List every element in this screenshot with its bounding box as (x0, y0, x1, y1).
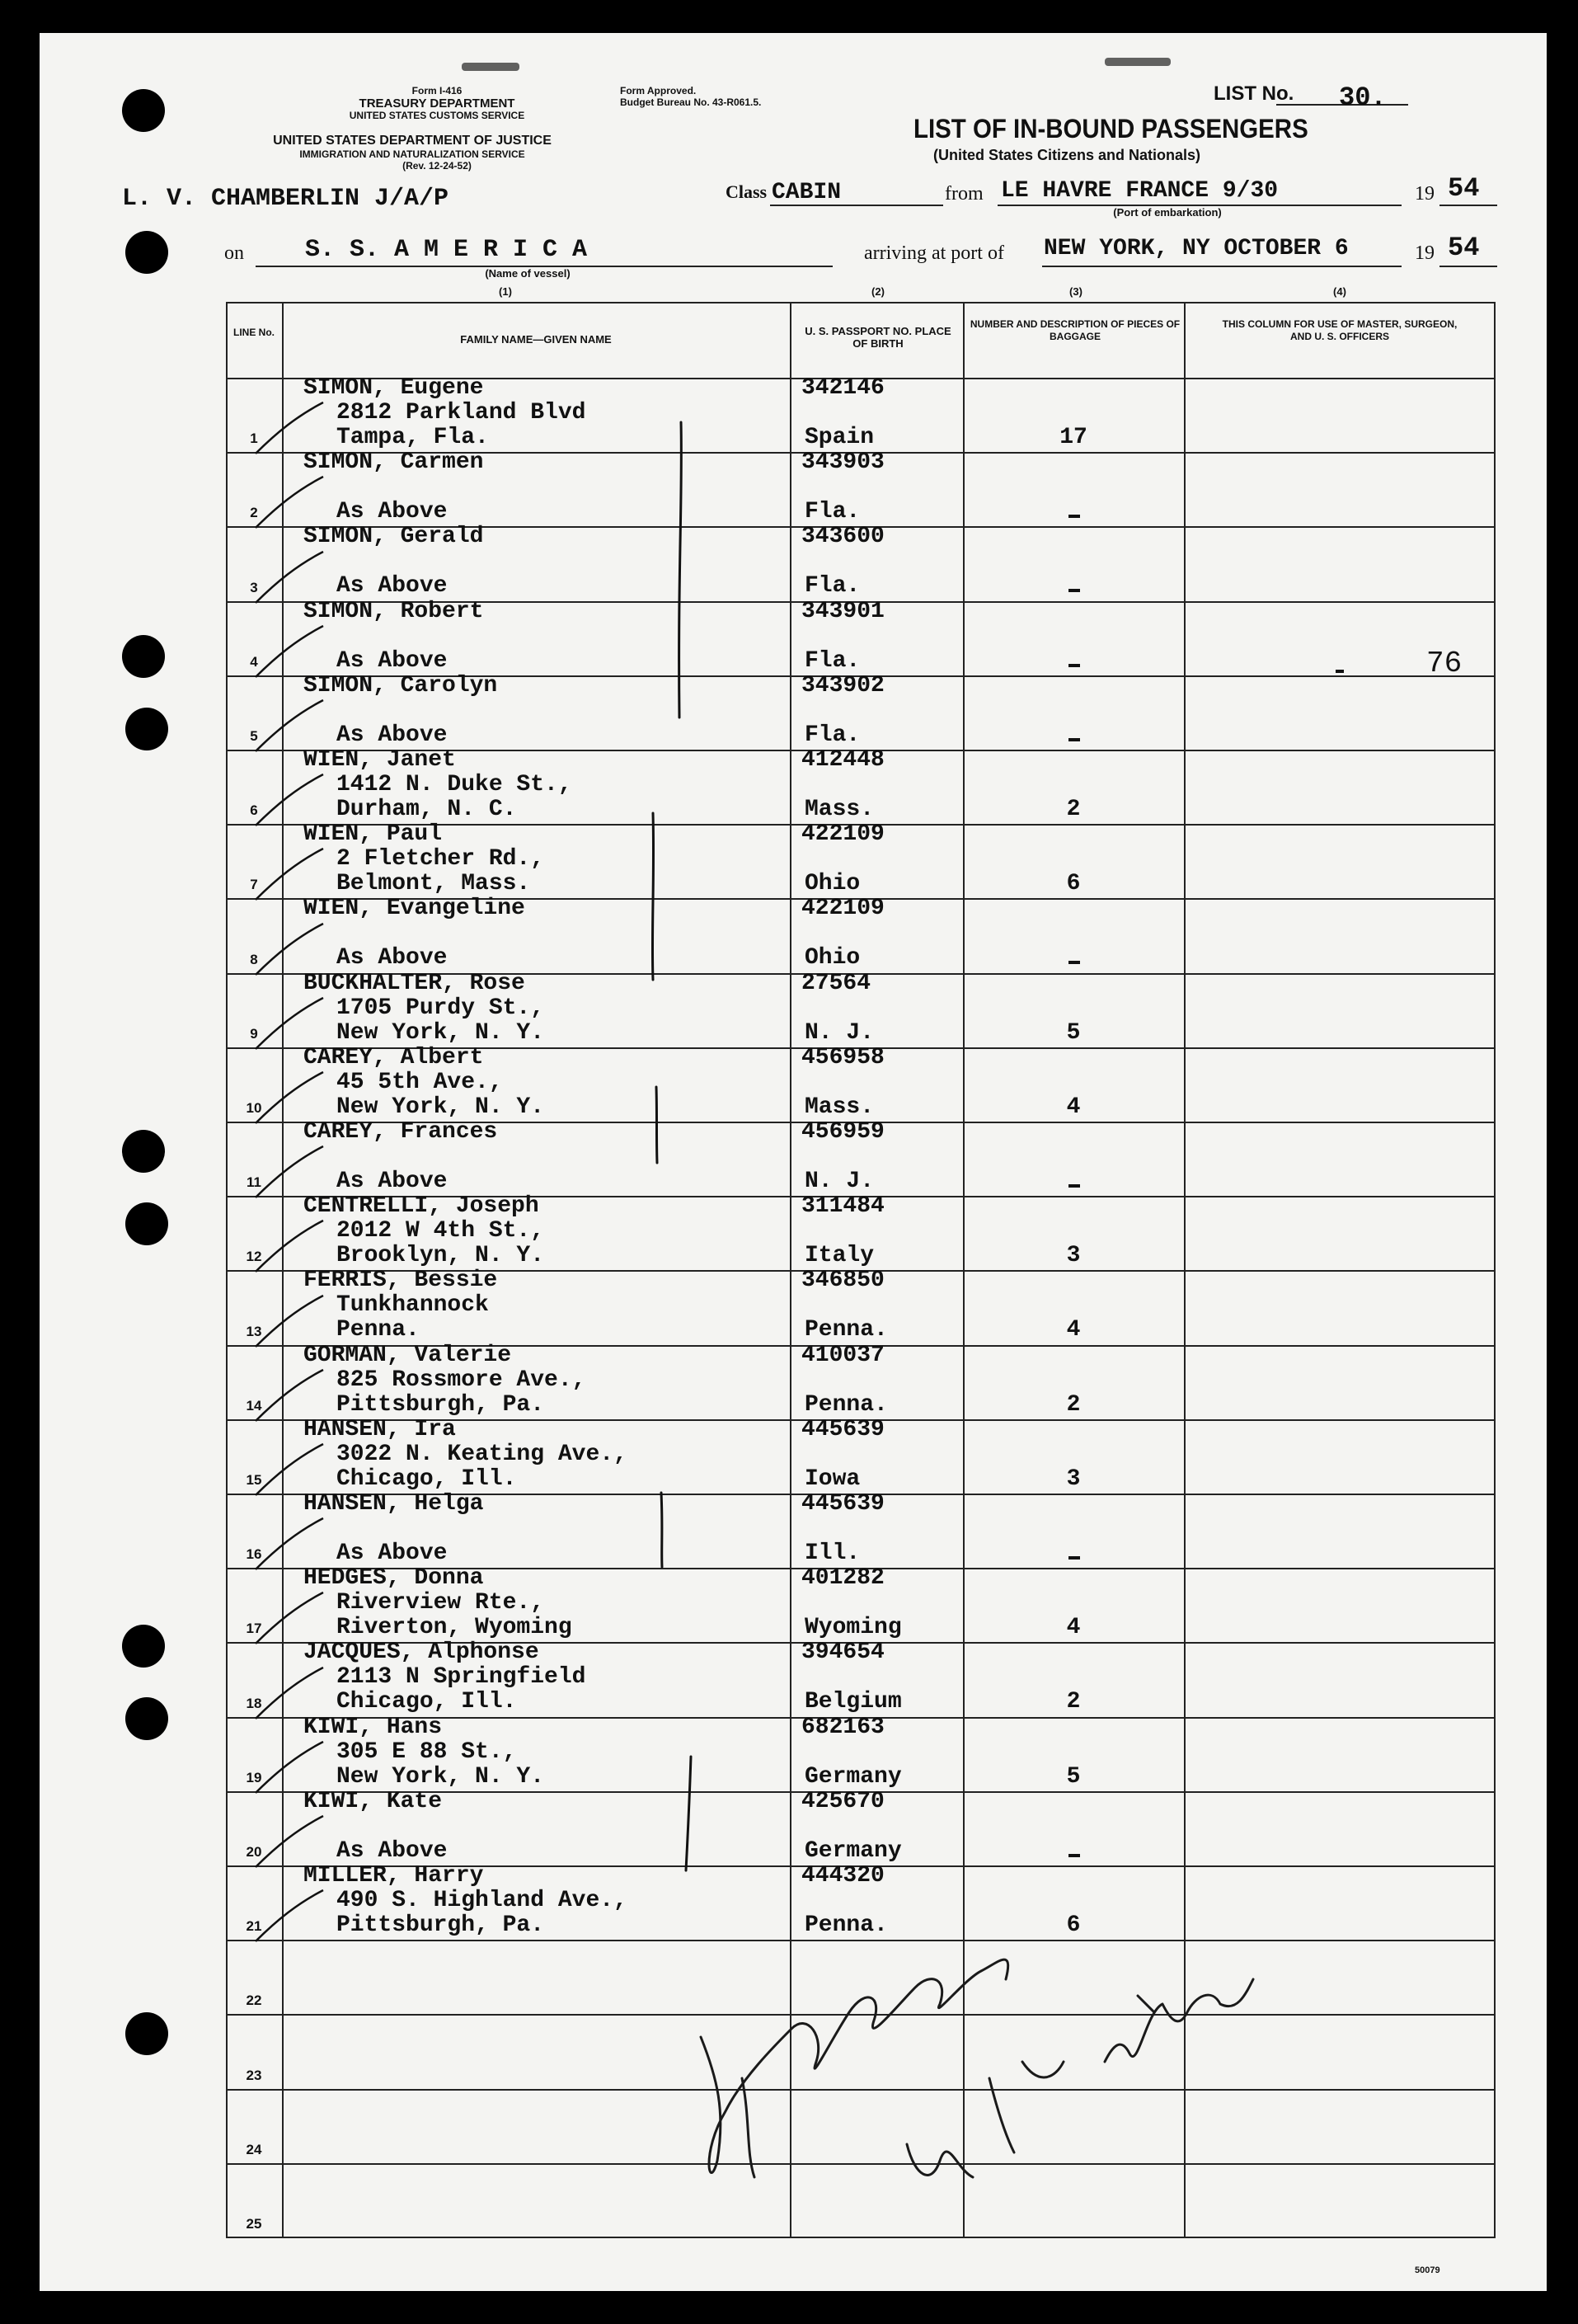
place-of-birth: Penna. (805, 1391, 888, 1418)
passenger-address-1: 490 S. Highland Ave., (336, 1888, 627, 1913)
line-number: 25 (246, 2216, 262, 2232)
baggage-count: 4 (1066, 1317, 1081, 1343)
line-number: 5 (250, 728, 258, 744)
on-label: on (224, 242, 244, 264)
header-baggage: NUMBER AND DESCRIPTION OF PIECES OF BAGGAGE (970, 318, 1181, 342)
place-of-birth: Mass. (805, 1094, 875, 1120)
passport-number: 343902 (801, 672, 885, 699)
passenger-address-1: 45 5th Ave., (336, 1069, 503, 1095)
passenger-address-2: As Above (336, 647, 448, 674)
bracket-mark (686, 1757, 691, 1870)
baggage-count: 4 (1066, 1094, 1081, 1120)
passenger-address-2: New York, N. Y. (336, 1763, 545, 1790)
place-of-birth: Belgium (805, 1689, 902, 1715)
passenger-name: BUCKHALTER, Rose (303, 970, 525, 996)
line-number: 16 (246, 1546, 262, 1563)
passenger-name: GORMAN, Valerie (303, 1342, 512, 1368)
passenger-address-1: 2 Fletcher Rd., (336, 846, 545, 873)
line-number: 11 (247, 1174, 261, 1191)
year-1: 54 (1448, 173, 1480, 204)
baggage-count: 5 (1066, 1763, 1081, 1790)
passenger-name: WIEN, Paul (303, 821, 443, 848)
passport-number: 394654 (801, 1640, 885, 1666)
passenger-address-2: As Above (336, 1837, 448, 1864)
passenger-name: WIEN, Evangeline (303, 896, 525, 922)
doj-title: UNITED STATES DEPARTMENT OF JUSTICE (273, 134, 552, 148)
line-number: 17 (246, 1621, 262, 1637)
passenger-name: HEDGES, Donna (303, 1565, 484, 1592)
ins-title: IMMIGRATION AND NATURALIZATION SERVICE (299, 148, 525, 160)
passenger-name: HANSEN, Helga (303, 1491, 484, 1517)
passenger-address-1: 2113 N Springfield (336, 1664, 586, 1691)
officer-annotation: 76 (1426, 647, 1463, 680)
line-number: 1 (250, 430, 258, 447)
passenger-address-2: Tampa, Fla. (336, 425, 489, 450)
line-number: 22 (246, 1992, 262, 2009)
treasury-dept: TREASURY DEPARTMENT (359, 96, 515, 111)
passenger-name: JACQUES, Alphonse (303, 1640, 539, 1666)
passenger-address-1: 2812 Parkland Blvd (336, 400, 586, 426)
list-no-label: LIST No. (1214, 82, 1294, 105)
passenger-address-1: 3022 N. Keating Ave., (336, 1441, 627, 1467)
line-number: 20 (246, 1844, 262, 1860)
passport-number: 444320 (801, 1863, 885, 1889)
line-number: 7 (250, 877, 258, 893)
header-officers: THIS COLUMN FOR USE OF MASTER, SURGEON, AND U. S. OFFICERS (1222, 318, 1458, 342)
header-line-no: LINE No. (233, 327, 275, 338)
passenger-name: SIMON, Robert (303, 598, 484, 624)
place-of-birth: Ill. (805, 1541, 861, 1566)
place-of-birth: Germany (805, 1837, 902, 1864)
passenger-name: SIMON, Gerald (303, 524, 484, 550)
passenger-name: WIEN, Janet (303, 747, 456, 773)
bracket-mark (679, 422, 682, 717)
baggage-count: 3 (1066, 1243, 1081, 1269)
passport-number: 412448 (801, 747, 885, 773)
signature-mark (1105, 1979, 1253, 2062)
place-of-birth: Italy (805, 1243, 875, 1269)
passport-number: 422109 (801, 821, 885, 848)
passenger-address-2: As Above (336, 499, 448, 525)
passenger-name: FERRIS, Bessie (303, 1268, 498, 1294)
passenger-address-2: As Above (336, 573, 448, 600)
line-number: 3 (250, 579, 258, 595)
line-number: 2 (250, 505, 258, 521)
passport-number: 311484 (801, 1193, 885, 1220)
passenger-address-2: New York, N. Y. (336, 1094, 545, 1120)
bracket-mark (661, 1493, 662, 1567)
passport-number: 343903 (801, 449, 885, 476)
baggage-count: 2 (1066, 797, 1081, 822)
passenger-address-1: 305 E 88 St., (336, 1738, 517, 1765)
passport-number: 682163 (801, 1714, 885, 1740)
budget-bureau: Budget Bureau No. 43-R061.5. (620, 96, 762, 108)
passenger-address-1: Tunkhannock (336, 1292, 489, 1319)
signature-mark (1138, 1996, 1154, 2012)
passenger-address-2: Chicago, Ill. (336, 1465, 517, 1492)
passenger-address-2: Chicago, Ill. (336, 1689, 517, 1715)
line-number: 24 (246, 2141, 262, 2157)
passport-number: 456958 (801, 1044, 885, 1070)
line-number: 18 (246, 1695, 262, 1711)
passenger-address-2: As Above (336, 1541, 448, 1566)
passport-number: 343901 (801, 598, 885, 624)
passenger-address-1: 2012 W 4th St., (336, 1218, 545, 1244)
from-value: LE HAVRE FRANCE 9/30 (1001, 178, 1279, 204)
bracket-mark (652, 813, 653, 980)
passport-number: 422109 (801, 896, 885, 922)
stamp-mark (462, 63, 519, 71)
place-of-birth: Penna. (805, 1317, 888, 1343)
passport-number: 425670 (801, 1788, 885, 1814)
col-number-3: (3) (1069, 285, 1083, 298)
form-code: 50079 (1415, 2265, 1440, 2275)
passenger-address-2: New York, N. Y. (336, 1019, 545, 1046)
from-label: from (945, 183, 984, 205)
arrival-port: NEW YORK, NY OCTOBER 6 (1044, 236, 1349, 261)
passenger-name: CAREY, Albert (303, 1044, 484, 1070)
signature-mark (701, 1959, 1008, 2172)
place-of-birth: N. J. (805, 1169, 875, 1194)
signature-mark (907, 2144, 973, 2177)
passenger-name: KIWI, Kate (303, 1788, 443, 1814)
baggage-count: 4 (1066, 1615, 1081, 1641)
stamp-mark (1105, 58, 1171, 66)
baggage-count: 5 (1066, 1019, 1081, 1046)
place-of-birth: Ohio (805, 871, 861, 897)
form-approved: Form Approved. (620, 85, 697, 96)
line-number: 21 (246, 1918, 262, 1935)
passenger-address-2: As Above (336, 722, 448, 748)
line-number: 6 (250, 802, 258, 819)
line-number: 4 (250, 653, 258, 670)
passport-number: 445639 (801, 1491, 885, 1517)
port-embark-caption: (Port of embarkation) (1113, 206, 1222, 219)
form-number: Form I-416 (411, 85, 463, 96)
place-of-birth: Iowa (805, 1465, 861, 1492)
passenger-name: KIWI, Hans (303, 1714, 443, 1740)
line-number: 23 (246, 2067, 262, 2083)
baggage-count: 2 (1066, 1391, 1081, 1418)
place-of-birth: Penna. (805, 1912, 888, 1938)
year-prefix-1: 19 (1415, 183, 1435, 205)
passport-number: 27564 (801, 970, 871, 996)
signature-mark (742, 2078, 754, 2177)
passport-number: 342146 (801, 375, 885, 401)
passport-number: 343600 (801, 524, 885, 550)
passenger-name: SIMON, Carolyn (303, 672, 498, 699)
place-of-birth: Mass. (805, 797, 875, 822)
passenger-name: SIMON, Carmen (303, 449, 484, 476)
line-number: 10 (246, 1100, 262, 1116)
header-passport: U. S. PASSPORT NO. PLACE OF BIRTH (805, 325, 951, 350)
baggage-count: 17 (1059, 425, 1087, 450)
passenger-address-2: Brooklyn, N. Y. (336, 1243, 545, 1269)
passport-number: 410037 (801, 1342, 885, 1368)
passport-number: 456959 (801, 1119, 885, 1145)
col-number-4: (4) (1333, 285, 1346, 298)
line-number: 8 (250, 951, 258, 967)
signature-mark (989, 2078, 1014, 2152)
passenger-address-2: As Above (336, 945, 448, 971)
header-name: FAMILY NAME—GIVEN NAME (460, 333, 612, 346)
revision-date: (Rev. 12-24-52) (402, 160, 472, 172)
place-of-birth: Ohio (805, 945, 861, 971)
passenger-address-2: Riverton, Wyoming (336, 1615, 572, 1641)
form-title: LIST OF IN-BOUND PASSENGERS (913, 114, 1308, 143)
form-subtitle: (United States Citizens and Nationals) (933, 147, 1201, 163)
vessel-caption: (Name of vessel) (485, 267, 571, 280)
place-of-birth: Fla. (805, 647, 861, 674)
line-number: 19 (246, 1769, 262, 1785)
baggage-count: 6 (1066, 1912, 1081, 1938)
passenger-name: CENTRELLI, Joseph (303, 1193, 539, 1220)
col-number-2: (2) (871, 285, 885, 298)
arriving-label: arriving at port of (864, 242, 1004, 264)
list-no-value: 30. (1339, 82, 1387, 113)
col-number-1: (1) (499, 285, 512, 298)
passport-number: 346850 (801, 1268, 885, 1294)
line-number: 13 (246, 1323, 262, 1339)
officer-name: L. V. CHAMBERLIN J/A/P (122, 185, 449, 213)
customs-service: UNITED STATES CUSTOMS SERVICE (349, 110, 525, 121)
place-of-birth: Fla. (805, 722, 861, 748)
signature-mark (1022, 2062, 1064, 2077)
passenger-address-2: Penna. (336, 1317, 420, 1343)
passenger-address-2: Belmont, Mass. (336, 871, 531, 897)
line-number: 12 (246, 1249, 262, 1265)
line-number: 9 (250, 1025, 258, 1042)
place-of-birth: Spain (805, 425, 875, 450)
passport-number: 445639 (801, 1416, 885, 1442)
bracket-mark (656, 1087, 657, 1163)
baggage-count: 6 (1066, 871, 1081, 897)
place-of-birth: Fla. (805, 573, 861, 600)
place-of-birth: N. J. (805, 1019, 875, 1046)
passenger-address-1: 1705 Purdy St., (336, 995, 545, 1021)
year-2: 54 (1448, 233, 1480, 263)
passenger-name: MILLER, Harry (303, 1863, 484, 1889)
passenger-name: HANSEN, Ira (303, 1416, 456, 1442)
line-number: 15 (246, 1472, 262, 1488)
vessel-name: S. S. A M E R I C A (305, 236, 588, 264)
class-value: CABIN (772, 180, 842, 205)
class-label: Class (726, 181, 768, 202)
passenger-name: SIMON, Eugene (303, 375, 484, 401)
passenger-address-1: Riverview Rte., (336, 1590, 545, 1616)
baggage-count: 2 (1066, 1689, 1081, 1715)
passenger-name: CAREY, Frances (303, 1119, 498, 1145)
passenger-address-2: As Above (336, 1169, 448, 1194)
year-prefix-2: 19 (1415, 242, 1435, 264)
place-of-birth: Fla. (805, 499, 861, 525)
line-number: 14 (246, 1397, 262, 1414)
place-of-birth: Germany (805, 1763, 902, 1790)
passenger-address-2: Pittsburgh, Pa. (336, 1391, 545, 1418)
passenger-address-1: 825 Rossmore Ave., (336, 1367, 586, 1393)
baggage-count: 3 (1066, 1465, 1081, 1492)
passenger-address-2: Pittsburgh, Pa. (336, 1912, 545, 1938)
passport-number: 401282 (801, 1565, 885, 1592)
passenger-address-2: Durham, N. C. (336, 797, 517, 822)
passenger-address-1: 1412 N. Duke St., (336, 772, 572, 797)
place-of-birth: Wyoming (805, 1615, 902, 1641)
